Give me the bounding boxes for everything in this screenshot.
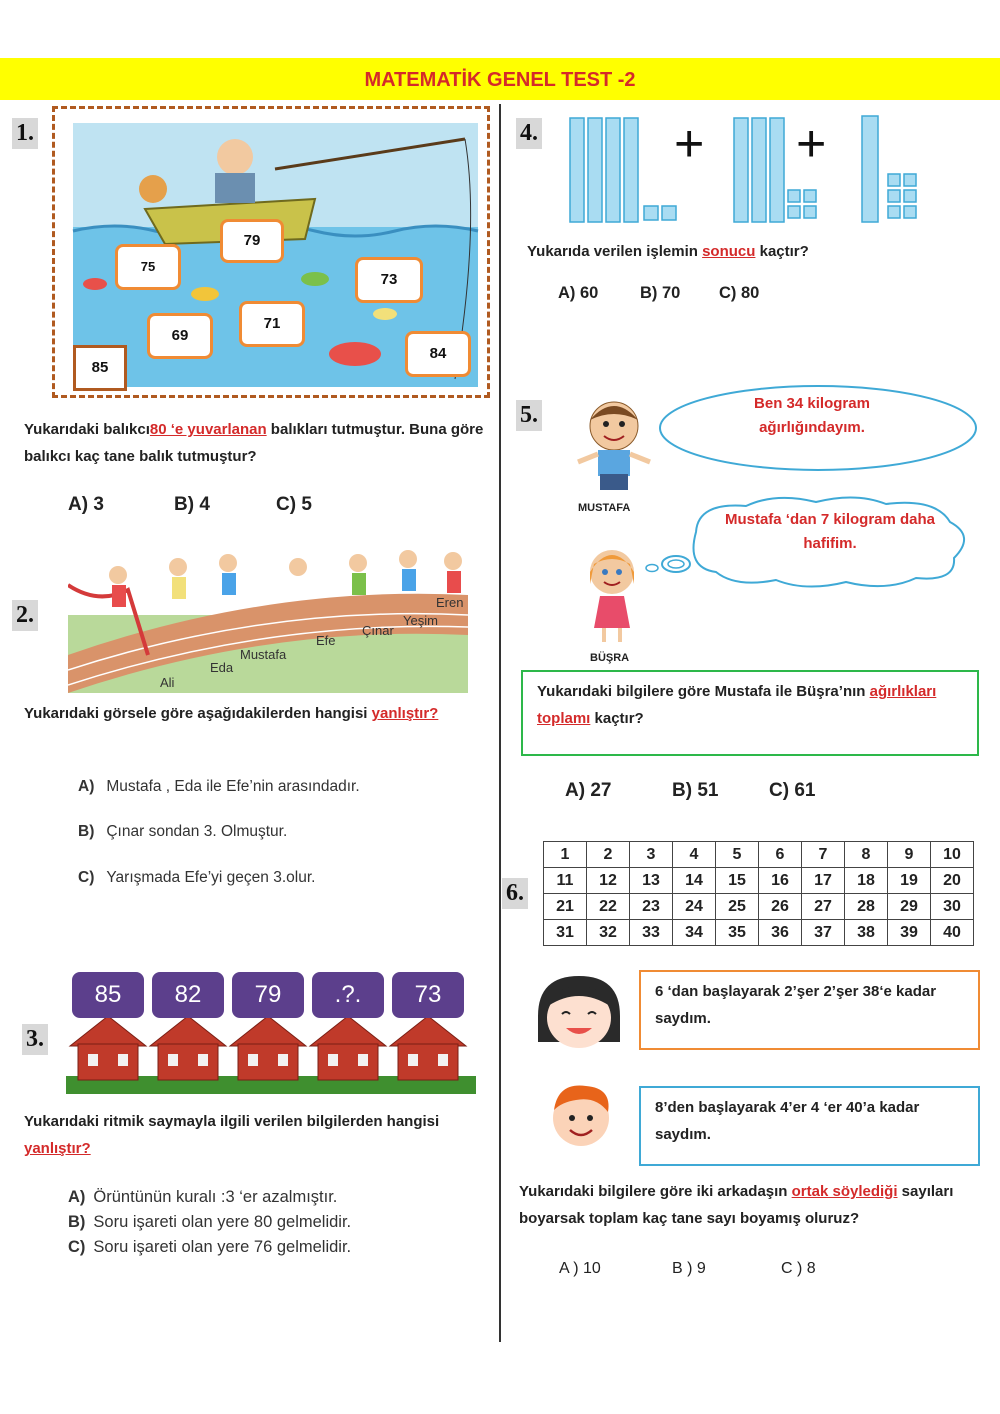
q3-option-a[interactable]: A) Örüntünün kuralı :3 ‘er azalmıştır. [68,1188,338,1206]
number-grid-cell[interactable]: 7 [802,842,845,868]
q4-question-highlight: sonucu [702,243,756,260]
column-divider [499,104,501,1342]
number-grid-cell[interactable]: 26 [759,894,802,920]
number-grid-cell[interactable]: 5 [716,842,759,868]
number-grid-cell[interactable]: 3 [630,842,673,868]
q5-option-b[interactable]: B) 51 [672,780,719,801]
number-grid-cell[interactable]: 40 [931,920,974,946]
q3-option-c[interactable]: C) Soru işareti olan yere 76 gelmelidir. [68,1238,352,1256]
q1-image-frame [52,106,490,398]
number-grid-cell[interactable]: 32 [587,920,630,946]
base-ten-blocks-illustration [566,112,946,226]
q6-question-text: sayıları boyarsak toplam kaç tane sayı boyamış oluruz? [519,1183,954,1227]
number-grid-cell[interactable]: 10 [931,842,974,868]
q4-question-text: kaçtır? [755,243,809,260]
fish-number-box: 84 [405,331,471,377]
q5-option-c[interactable]: C) 61 [769,780,816,801]
number-grid-cell[interactable]: 14 [673,868,716,894]
q2-option-b[interactable]: B) Çınar sondan 3. Olmuştur. [78,823,288,840]
number-grid-cell[interactable]: 28 [845,894,888,920]
q6-info-box-boy: 8’den başlayarak 4’er 4 ‘er 40’a kadar saydım. [639,1086,980,1166]
q3-question-highlight: yanlıştır? [24,1140,91,1157]
runner-label: Mustafa [240,647,287,662]
number-grid-cell[interactable]: 1 [544,842,587,868]
number-grid-cell[interactable]: 24 [673,894,716,920]
house-number: 85 [72,972,144,1018]
girl-face-icon [532,972,626,1052]
q1-option-a[interactable]: A) 3 [68,494,104,515]
q3-question-text: Yukarıdaki ritmik saymayla ilgili verilen bilgilerden hangisi [24,1113,440,1130]
runner-label: Eda [210,660,234,675]
q5-question-box [521,670,979,756]
number-grid-cell[interactable]: 38 [845,920,888,946]
boy-icon [574,396,664,496]
fish-number-box: 75 [115,244,181,290]
number-grid-cell[interactable]: 15 [716,868,759,894]
girl-icon [582,544,642,644]
q2-number: 2. [12,600,38,631]
q4-number: 4. [516,118,542,149]
q2-question-highlight: yanlıştır? [371,705,439,722]
number-grid-cell[interactable]: 39 [888,920,931,946]
page-title: MATEMATİK GENEL TEST -2 [364,69,636,91]
q1-option-c[interactable]: C) 5 [276,494,312,515]
number-grid-cell[interactable]: 13 [630,868,673,894]
houses-illustration [66,968,476,1094]
q4-option-a[interactable]: A) 60 [558,284,599,302]
fish-number-box: 71 [239,301,305,347]
fish-number-box: 73 [355,257,423,303]
q1-question-text: balıkları tutmuştur. Buna göre balıkcı kaç tane balık tutmuştur? [24,421,484,465]
q6-number: 6. [502,878,528,909]
q1-question-text: Yukarıdaki balıkcı [24,421,150,438]
number-grid-row [544,868,974,894]
runner-label: Efe [316,633,336,648]
number-grid-cell[interactable]: 25 [716,894,759,920]
house-number: 73 [392,972,464,1018]
number-grid-cell[interactable]: 20 [931,868,974,894]
q2-question [24,700,494,727]
q6-option-a[interactable]: A ) 10 [559,1260,601,1277]
number-grid-cell[interactable]: 29 [888,894,931,920]
race-illustration [68,545,468,693]
runner-label: Yeşim [403,613,438,628]
number-grid-cell[interactable]: 18 [845,868,888,894]
house-number: 79 [232,972,304,1018]
q2-question-text: Yukarıdaki görsele göre aşağıdakilerden hangisi [24,705,372,722]
speech-bubble-mustafa [652,382,980,474]
boy-face-illustration [546,1080,616,1150]
number-grid-body [544,842,974,946]
q3-number: 3. [22,1024,48,1055]
girl-face-illustration [532,972,626,1052]
boy-name-label: MUSTAFA [578,502,631,514]
boy-face-icon [546,1080,616,1150]
girl-busra-illustration [582,544,642,644]
runner-label: Eren [436,595,464,610]
q4-question [527,238,987,265]
number-grid-row [544,920,974,946]
number-grid-cell[interactable]: 30 [931,894,974,920]
q1-question-highlight: 80 ‘e yuvarlanan [149,421,267,438]
q1-question [24,416,494,470]
thought-bubble-busra [636,492,982,592]
number-grid-cell[interactable]: 4 [673,842,716,868]
number-grid-cell[interactable]: 31 [544,920,587,946]
number-grid-cell[interactable]: 16 [759,868,802,894]
house-number: 82 [152,972,224,1018]
q4-option-c[interactable]: C) 80 [719,284,760,302]
number-grid-cell[interactable]: 6 [759,842,802,868]
q5-question-text: Yukarıdaki bilgilere göre Mustafa ile Büşra’nın [537,683,870,700]
number-grid-cell[interactable]: 17 [802,868,845,894]
boy-mustafa-illustration [574,396,664,496]
runner-label: Ali [160,675,175,690]
plus-sign: + [796,115,827,173]
q1-number: 1. [12,118,38,149]
number-grid-cell[interactable]: 8 [845,842,888,868]
number-grid-cell[interactable]: 19 [888,868,931,894]
number-grid [543,841,974,946]
q4-question-text: Yukarıda verilen işlemin [527,243,703,260]
bubble-text-busra: Mustafa ‘dan 7 kilogram daha hafifim. [724,511,936,552]
runner-label: Çınar [362,623,394,638]
number-grid-cell[interactable]: 9 [888,842,931,868]
number-grid-row [544,842,974,868]
q6-question-text: Yukarıdaki bilgilere göre iki arkadaşın [519,1183,792,1200]
fish-number-box: 69 [147,313,213,359]
number-grid-cell[interactable]: 12 [587,868,630,894]
plus-sign: + [674,115,705,173]
q5-question-text: kaçtır? [590,710,644,727]
q2-option-a[interactable]: A) Mustafa , Eda ile Efe’nin arasındadır. [78,778,360,795]
title-bar [0,58,1000,100]
q4-option-b[interactable]: B) 70 [640,284,681,302]
q3-question [24,1108,494,1162]
number-grid-cell[interactable]: 37 [802,920,845,946]
q3-option-b[interactable]: B) Soru işareti olan yere 80 gelmelidir. [68,1213,352,1231]
number-grid-cell[interactable]: 23 [630,894,673,920]
q6-info-box-girl: 6 ‘dan başlayarak 2’şer 2’şer 38‘e kadar saydım. [639,970,980,1050]
number-grid-cell[interactable]: 33 [630,920,673,946]
q6-option-c[interactable]: C ) 8 [781,1260,816,1277]
number-grid-cell[interactable]: 22 [587,894,630,920]
q6-option-b[interactable]: B ) 9 [672,1260,706,1277]
bubble-text-mustafa: Ben 34 kilogram ağırlığındayım. [754,395,870,436]
number-grid-cell[interactable]: 27 [802,894,845,920]
house-number: .?. [312,972,384,1018]
number-grid-cell[interactable]: 35 [716,920,759,946]
q5-number: 5. [516,400,542,431]
fish-number-box: 85 [73,345,127,391]
number-grid-cell[interactable]: 34 [673,920,716,946]
number-grid-cell[interactable]: 11 [544,868,587,894]
number-grid-cell[interactable]: 36 [759,920,802,946]
number-grid-row [544,894,974,920]
q2-option-c[interactable]: C) Yarışmada Efe’yi geçen 3.olur. [78,869,316,886]
number-grid-cell[interactable]: 21 [544,894,587,920]
number-grid-cell[interactable]: 2 [587,842,630,868]
base-ten-blocks [566,112,946,226]
girl-name-label: BÜŞRA [590,652,630,664]
q5-question-highlight: ağırlıkları toplamı [537,683,937,727]
q1-option-b[interactable]: B) 4 [174,494,210,515]
q6-question-highlight: ortak söylediği [791,1183,898,1200]
q5-option-a[interactable]: A) 27 [565,780,612,801]
fish-number-box: 79 [220,219,284,263]
q6-question [519,1178,989,1232]
